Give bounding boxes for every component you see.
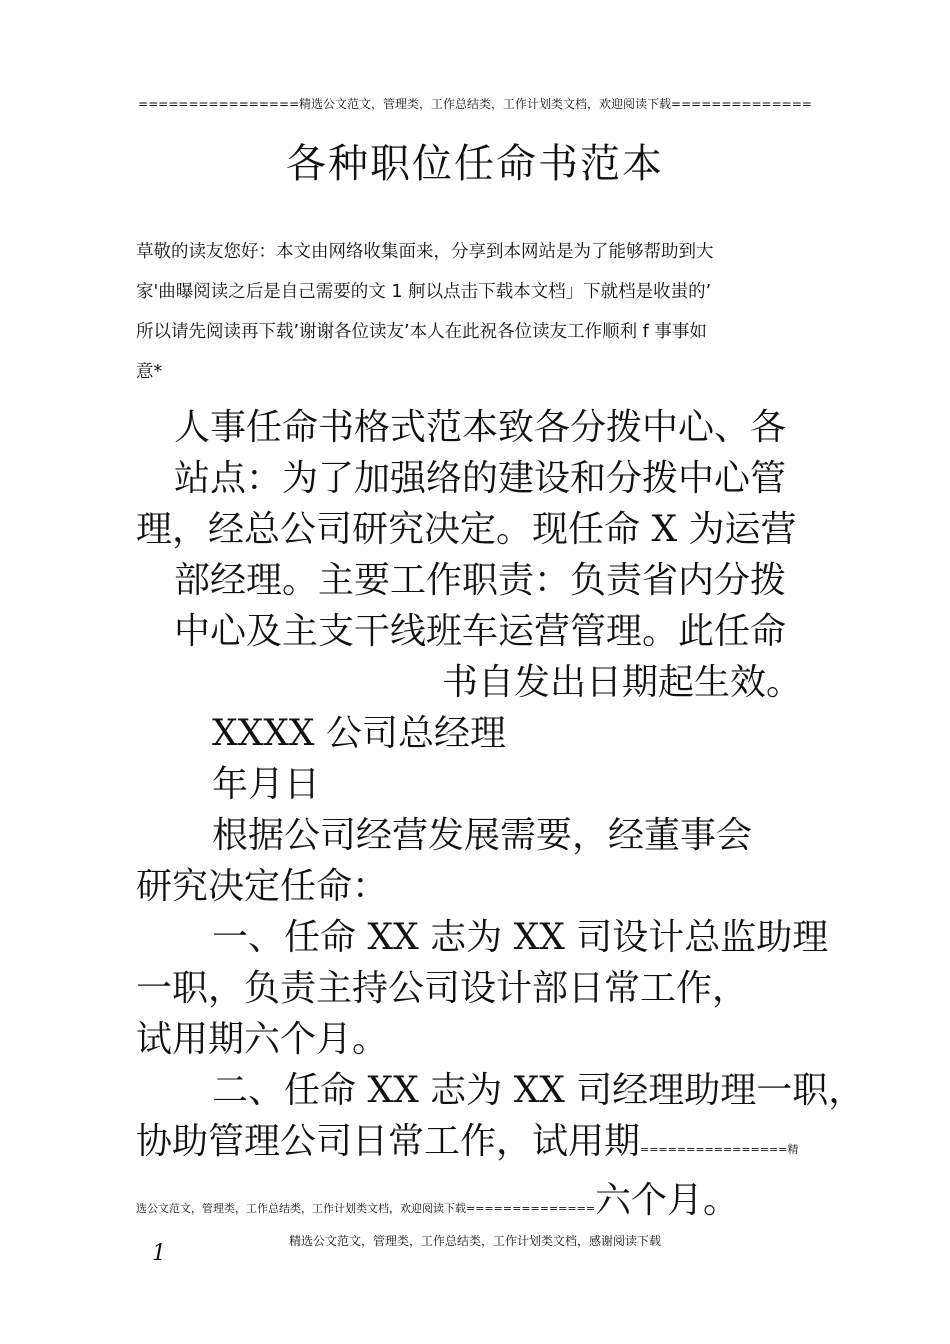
body-paragraph-1 [136, 402, 865, 1234]
intro-line: 草敬的读友您好：本文由网络收集面来，分享到本网站是为了能够帮助到大 [136, 242, 714, 262]
signature-line: XXXX 公司总经理 [212, 713, 506, 754]
body-text: 协助管理公司日常工作，试用期 [136, 1121, 641, 1162]
body-line [136, 1116, 836, 1175]
body-line: 二、任命 XX 志为 XX 司经理助理一职， [212, 1070, 865, 1111]
inline-banner: ================精 [640, 1143, 799, 1156]
footer-banner: 精选公文范文，管理类，工作总结类，工作计划类文档，感谢阅读下载 [288, 1234, 661, 1248]
body-line: 理，经总公司研究决定。现任命 X 为运营 [136, 509, 797, 550]
intro-paragraph [136, 232, 826, 392]
body-line: 人事任命书格式范本致各分拨中心、各 [174, 407, 787, 448]
body-line: 站点：为了加强络的建设和分拨中心管 [174, 458, 787, 499]
intro-line: 家'曲曝阅读之后是自己需要的文 1 舸以点击下载本文档」下就档是收蚩的’ [136, 282, 712, 302]
document-title: 各种职位任命书范本 [286, 141, 664, 187]
body-text: 六个月。 [595, 1180, 740, 1221]
page-number: 1 [152, 1241, 166, 1266]
body-line: 研究决定任命： [136, 866, 389, 907]
body-line: 一职，负责主持公司设计部日常工作， [136, 968, 749, 1009]
inline-banner: 选公文范文，管理类，工作总结类，工作计划类文档，欢迎阅读下载============== [136, 1202, 596, 1215]
date-line: 年月日 [212, 764, 321, 805]
intro-line: 意* [136, 362, 163, 382]
body-line: 部经理。主要工作职责：负责省内分拨 [174, 560, 787, 601]
body-line [136, 1175, 836, 1234]
body-line: 书自发出日期起生效。 [442, 662, 803, 703]
intro-line: 所以请先阅读再下载’谢谢各位读友’本人在此祝各位读友工作顺利 f 事事如 [136, 322, 707, 342]
body-line: 中心及主支干线班车运营管理。此任命 [174, 611, 787, 652]
body-line: 根据公司经营发展需要，经董事会 [212, 815, 753, 856]
body-line: 一、任命 XX 志为 XX 司设计总监助理 [212, 917, 829, 958]
header-banner: ================精选公文范文，管理类，工作总结类，工作计划类文档，欢迎阅读下载============== [138, 97, 812, 111]
body-line: 试用期六个月。 [136, 1019, 389, 1060]
